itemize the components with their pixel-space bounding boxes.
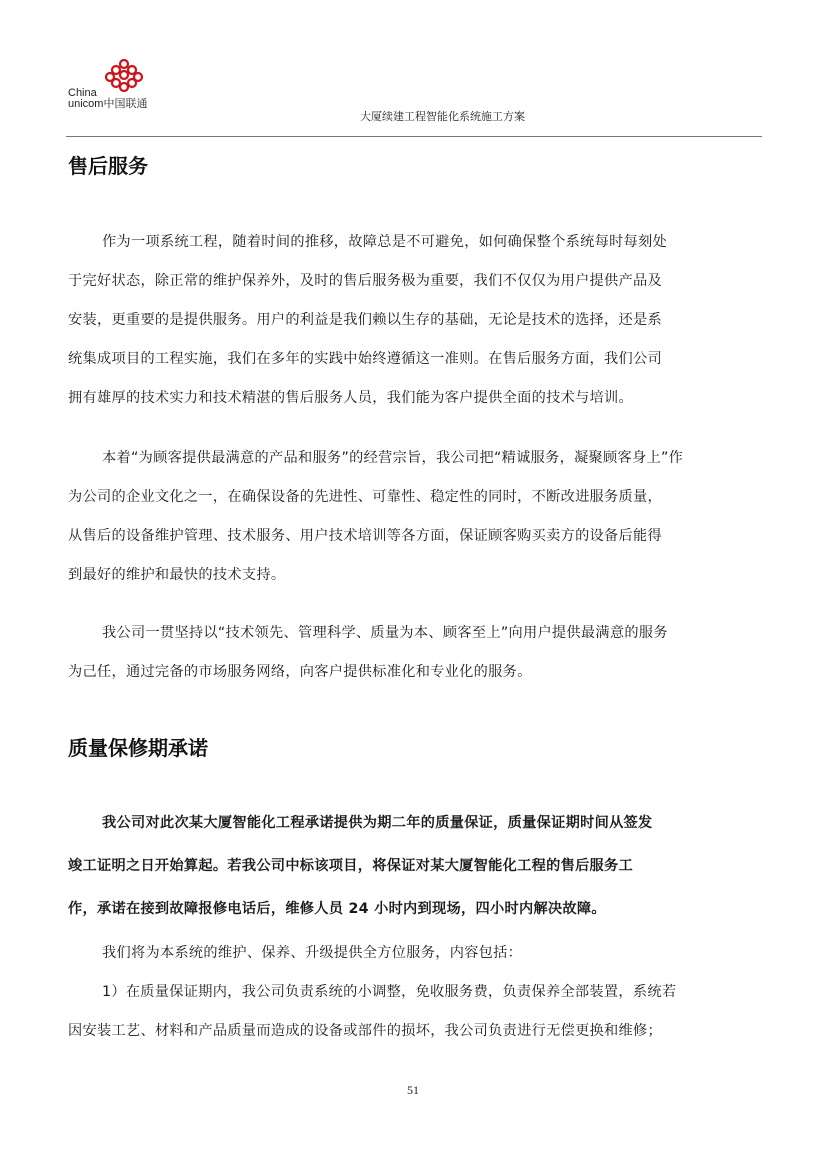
logo-wordmark <box>68 88 147 110</box>
paragraph-line: 为己任，通过完备的市场服务网络，向客户提供标准化和专业化的服务。 <box>68 664 532 680</box>
paragraph-line: 1）在质量保证期内，我公司负责系统的小调整，免收服务费，负责保养全部装置，系统若 <box>102 984 677 1000</box>
paragraph-line: 统集成项目的工程实施，我们在多年的实践中始终遵循这一准则。在售后服务方面，我们公司 <box>68 351 662 367</box>
paragraph-line: 作，承诺在接到故障报修电话后，维修人员 24 小时内到现场，四小时内解决故障。 <box>68 901 606 917</box>
paragraph-line: 到最好的维护和最快的技术支持。 <box>68 567 286 583</box>
page-number: 51 <box>407 1083 419 1097</box>
section-heading-after-sales: 售后服务 <box>68 154 148 178</box>
paragraph-4 <box>68 934 762 973</box>
company-logo <box>66 58 214 114</box>
paragraph-line: 我公司对此次某大厦智能化工程承诺提供为期二年的质量保证，质量保证期时间从签发 <box>102 815 653 831</box>
paragraph-line: 于完好状态，除正常的维护保养外，及时的售后服务极为重要，我们不仅仅为用户提供产品及 <box>68 273 662 289</box>
paragraph-line: 从售后的设备维护管理、技术服务、用户技术培训等各方面，保证顾客购买卖方的设备后能得 <box>68 528 662 544</box>
paragraph-5 <box>68 973 762 1051</box>
paragraph-2 <box>68 439 762 595</box>
paragraph-line: 为公司的企业文化之一，在确保设备的先进性、可靠性、稳定性的同时，不断改进服务质量， <box>68 489 662 505</box>
paragraph-line: 我们将为本系统的维护、保养、升级提供全方位服务，内容包括： <box>102 945 523 961</box>
logo-line-2: unicom中国联通 <box>68 98 148 110</box>
paragraph-3 <box>68 614 762 692</box>
paragraph-line: 竣工证明之日开始算起。若我公司中标该项目，将保证对某大厦智能化工程的售后服务工 <box>68 858 634 874</box>
paragraph-1 <box>68 223 762 418</box>
paragraph-line: 我公司一贯坚持以“技术领先、管理科学、质量为本、顾客至上”向用户提供最满意的服务 <box>102 625 668 641</box>
paragraph-line: 本着“为顾客提供最满意的产品和服务”的经营宗旨，我公司把“精诚服务，凝聚顾客身上”作 <box>102 450 684 466</box>
logo-line-1: China <box>68 87 97 99</box>
header-title: 大厦续建工程智能化系统施工方案 <box>360 110 525 123</box>
warranty-commitment-paragraph <box>68 802 762 931</box>
section-heading-warranty: 质量保修期承诺 <box>68 736 208 760</box>
paragraph-line: 安装，更重要的是提供服务。用户的利益是我们赖以生存的基础，无论是技术的选择，还是系 <box>68 312 662 328</box>
paragraph-line: 作为一项系统工程，随着时间的推移，故障总是不可避免，如何确保整个系统每时每刻处 <box>102 234 668 250</box>
unicom-knot-icon <box>102 58 146 92</box>
paragraph-line: 拥有雄厚的技术实力和技术精湛的售后服务人员，我们能为客户提供全面的技术与培训。 <box>68 390 634 406</box>
header-divider <box>66 136 762 137</box>
paragraph-line: 因安装工艺、材料和产品质量而造成的设备或部件的损坏，我公司负责进行无偿更换和维修； <box>68 1023 662 1039</box>
